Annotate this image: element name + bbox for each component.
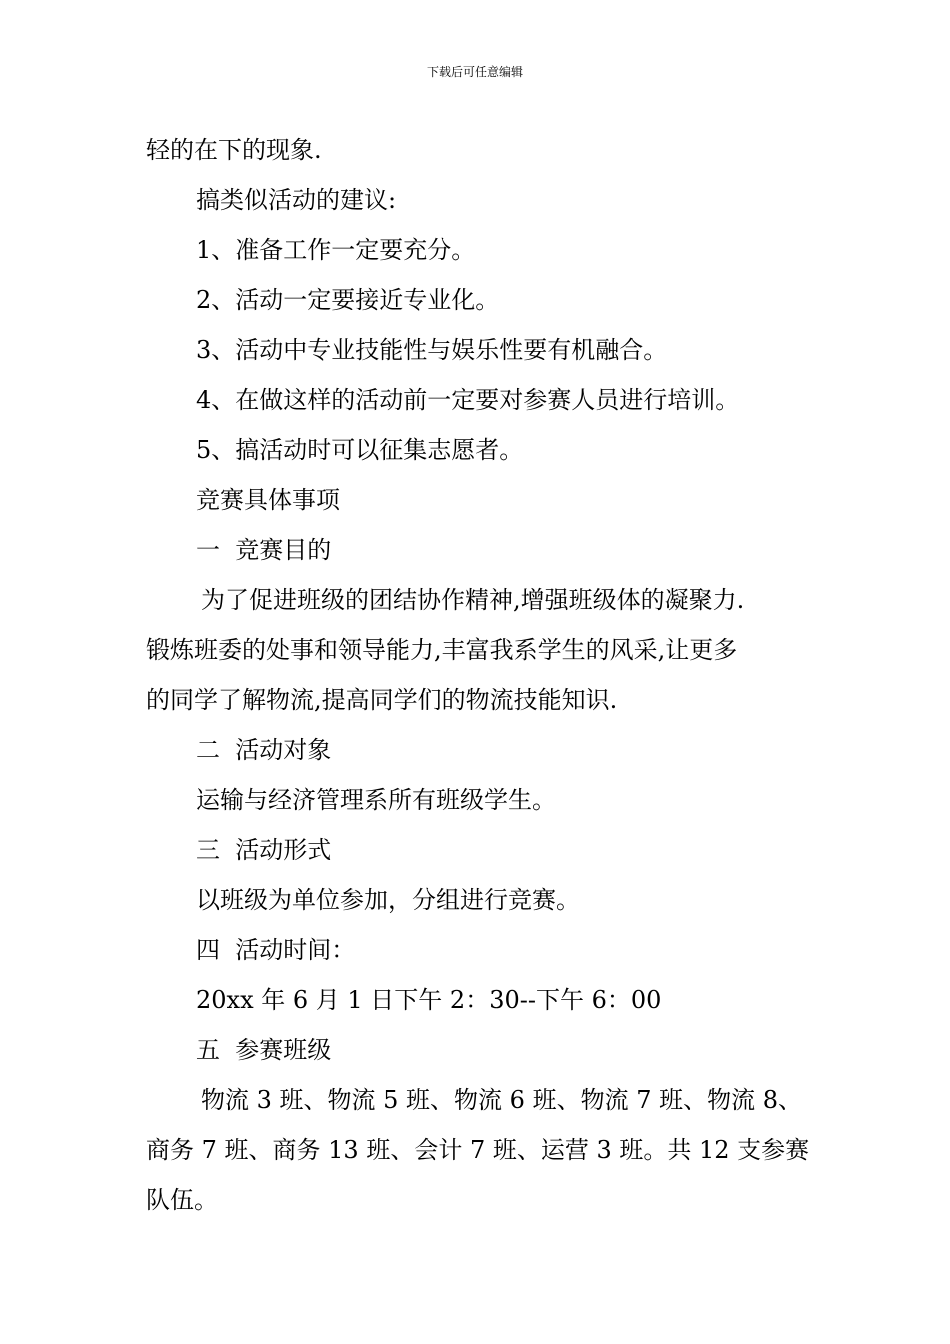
- list-item: 2、活动一定要接近专业化。: [196, 286, 500, 314]
- page-header: 下载后可任意编辑: [426, 65, 523, 79]
- body-line: 为了促进班级的团结协作精神,增强班级体的凝聚力.: [201, 586, 745, 614]
- section-heading: 一 竞赛目的: [196, 536, 332, 564]
- body-line: 以班级为单位参加，分组进行竞赛。: [196, 886, 580, 914]
- body-line: 物流 3 班、物流 5 班、物流 6 班、物流 7 班、物流 8、: [201, 1086, 803, 1114]
- document-body: [146, 125, 811, 1225]
- body-line: 搞类似活动的建议:: [196, 186, 397, 214]
- section-heading: 二 活动对象: [196, 736, 332, 764]
- section-title: 竞赛具体事项: [196, 486, 340, 514]
- list-item: 5、搞活动时可以征集志愿者。: [196, 436, 524, 464]
- section-heading: 三 活动形式: [196, 836, 332, 864]
- section-heading: 五 参赛班级: [196, 1036, 332, 1064]
- section-heading: 四 活动时间：: [196, 936, 356, 964]
- body-line: 运输与经济管理系所有班级学生。: [196, 786, 556, 814]
- body-line: 的同学了解物流,提高同学们的物流技能知识.: [146, 686, 618, 714]
- list-item: 3、活动中专业技能性与娱乐性要有机融合。: [196, 336, 668, 364]
- body-line: 商务 7 班、商务 13 班、会计 7 班、运营 3 班。共 12 支参赛: [146, 1136, 810, 1164]
- body-line: 20xx 年 6 月 1 日下午 2：30--下午 6：00: [196, 986, 662, 1014]
- list-item: 4、在做这样的活动前一定要对参赛人员进行培训。: [196, 386, 740, 414]
- body-line: 锻炼班委的处事和领导能力,丰富我系学生的风采,让更多: [146, 636, 738, 664]
- body-line: 轻的在下的现象.: [146, 136, 322, 164]
- body-line: 队伍。: [146, 1186, 218, 1214]
- list-item: 1、准备工作一定要充分。: [196, 236, 476, 264]
